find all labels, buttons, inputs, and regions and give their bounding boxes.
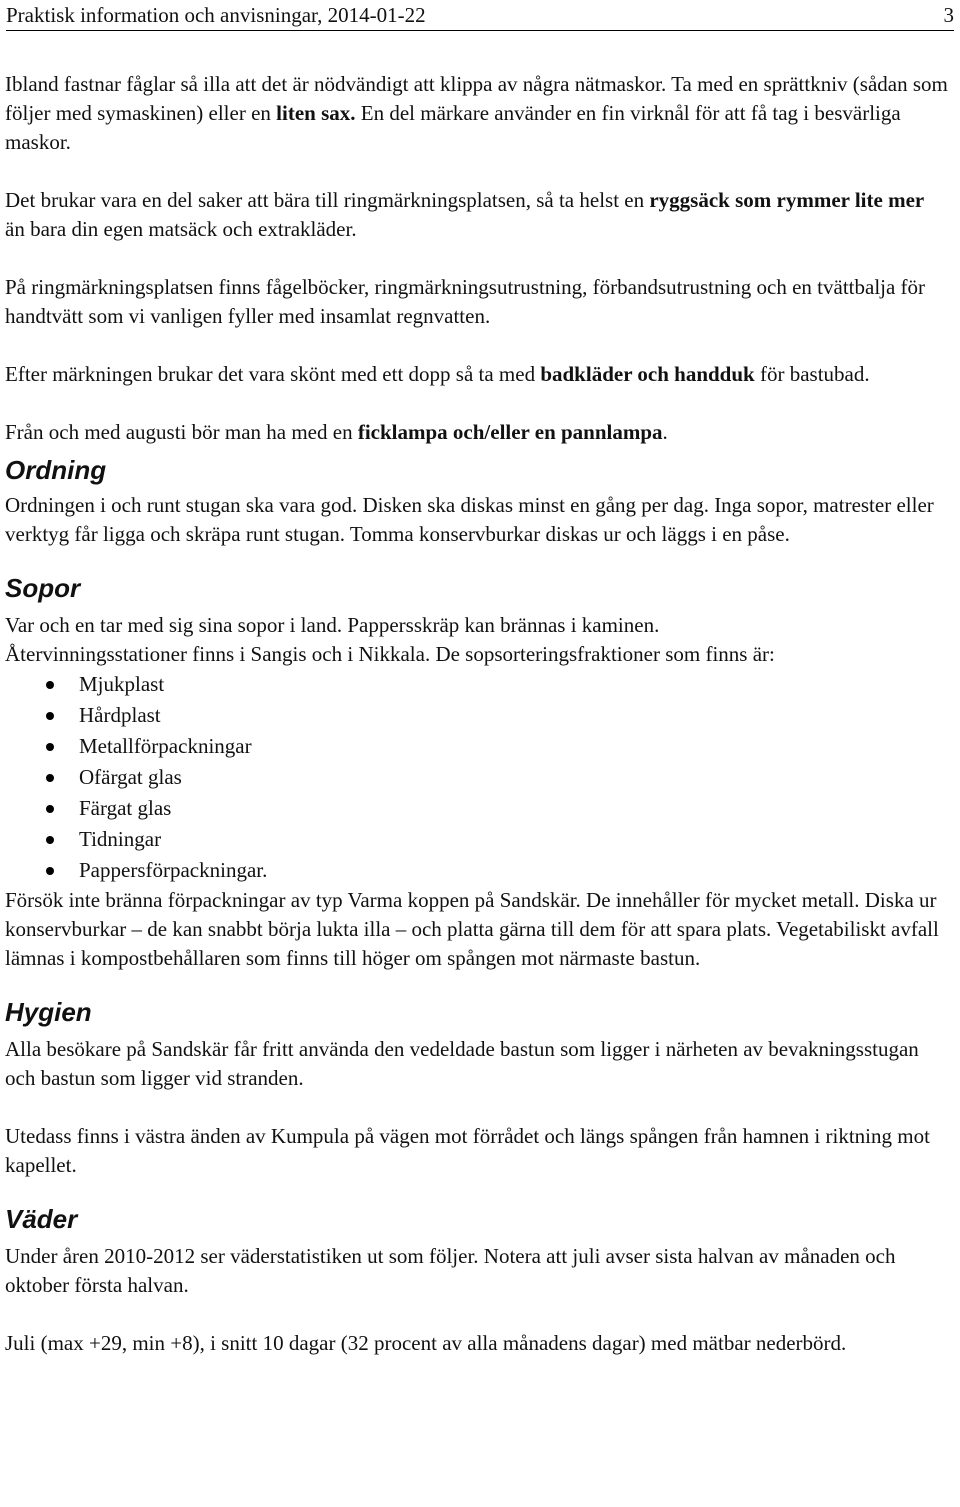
paragraph-text: än bara din egen matsäck och extrakläder. [5, 217, 357, 241]
paragraph-hygien-utedass: Utedass finns i västra änden av Kumpula på vägen mot förrådet och längs spången från hamnen i riktning mot kapellet. [5, 1124, 930, 1177]
paragraph-bastubad [5, 360, 948, 389]
emphasis-badklader: badkläder och handduk [540, 362, 755, 386]
emphasis-ryggsack: ryggsäck som rymmer lite mer [649, 188, 925, 212]
emphasis-sax: liten sax. [276, 101, 356, 125]
paragraph-hygien-bastu: Alla besökare på Sandskär får fritt använda den vedeldade bastun som ligger i närheten av bevakningsstugan och bastun som ligger vid stranden. [5, 1037, 919, 1090]
list-item: Hårdplast [5, 700, 948, 731]
paragraph-text: Från och med augusti bör man ha med en [5, 420, 358, 444]
paragraph-text: för bastubad. [754, 362, 870, 386]
sorting-fractions-list [5, 669, 948, 886]
heading-vader: Väder [5, 1204, 78, 1234]
page-number: 3 [943, 3, 954, 27]
paragraph-ryggsack [5, 186, 948, 244]
paragraph-sax [5, 70, 948, 157]
heading-hygien: Hygien [5, 997, 92, 1027]
list-item: Färgat glas [5, 793, 948, 824]
heading-sopor: Sopor [5, 573, 81, 603]
emphasis-ficklampa: ficklampa och/eller en pannlampa [357, 420, 663, 444]
paragraph-text: Ibland fastnar fåglar så illa att det är nödvändigt att klippa av några nätmaskor. Ta med en sprättkniv (sådan som följer med symaskinen) eller en [5, 72, 948, 125]
list-item: Pappersförpackningar. [5, 855, 948, 886]
page-header [6, 2, 954, 31]
document-title: Praktisk information och anvisningar, 2014-01-22 [6, 3, 426, 27]
paragraph-text: . [662, 420, 668, 444]
paragraph-sopor-intro-1: Var och en tar med sig sina sopor i land. Pappersskräp kan brännas i kaminen. [5, 613, 660, 637]
paragraph-vader-juli: Juli (max +29, min +8), i snitt 10 dagar (32 procent av alla månadens dagar) med mätbar nederbörd. [5, 1331, 847, 1355]
list-item: Metallförpackningar [5, 731, 948, 762]
paragraph-text: En del märkare använder en fin virknål för att få tag i besvärliga maskor. [5, 101, 901, 154]
page-content [5, 70, 948, 1358]
heading-ordning: Ordning [5, 455, 107, 485]
paragraph-sopor-intro-2: Återvinningsstationer finns i Sangis och i Nikkala. De sopsorteringsfraktioner som finns är: [5, 642, 775, 666]
paragraph-text: Efter märkningen brukar det vara skönt med ett dopp så ta med [5, 362, 541, 386]
paragraph-vader-intro: Under åren 2010-2012 ser väderstatistiken ut som följer. Notera att juli avser sista halvan av månaden och oktober första halvan. [5, 1244, 896, 1297]
paragraph-text: Det brukar vara en del saker att bära till ringmärkningsplatsen, så ta helst en [5, 188, 650, 212]
list-item: Tidningar [5, 824, 948, 855]
list-item: Mjukplast [5, 669, 948, 700]
list-item: Ofärgat glas [5, 762, 948, 793]
paragraph-ordning: Ordningen i och runt stugan ska vara god. Disken ska diskas minst en gång per dag. Inga sopor, matrester eller verktyg får ligga och skräpa runt stugan. Tomma konservburkar diskas ur och läggs i en påse. [5, 493, 934, 546]
paragraph-ficklampa [5, 418, 948, 447]
paragraph-sopor-after: Försök inte bränna förpackningar av typ Varma koppen på Sandskär. De innehåller för mycket metall. Diska ur konservburkar – de kan snabbt börja lukta illa – och platta gärna till dem för att spara plats. Vegetabiliskt avfall lämnas i kompostbehållaren som finns till höger om spången mot närmaste bastun. [5, 888, 939, 970]
paragraph-utrustning: På ringmärkningsplatsen finns fågelböcker, ringmärkningsutrustning, förbandsutrustning och en tvättbalja för handtvätt som vi vanligen fyller med insamlat regnvatten. [5, 275, 926, 328]
